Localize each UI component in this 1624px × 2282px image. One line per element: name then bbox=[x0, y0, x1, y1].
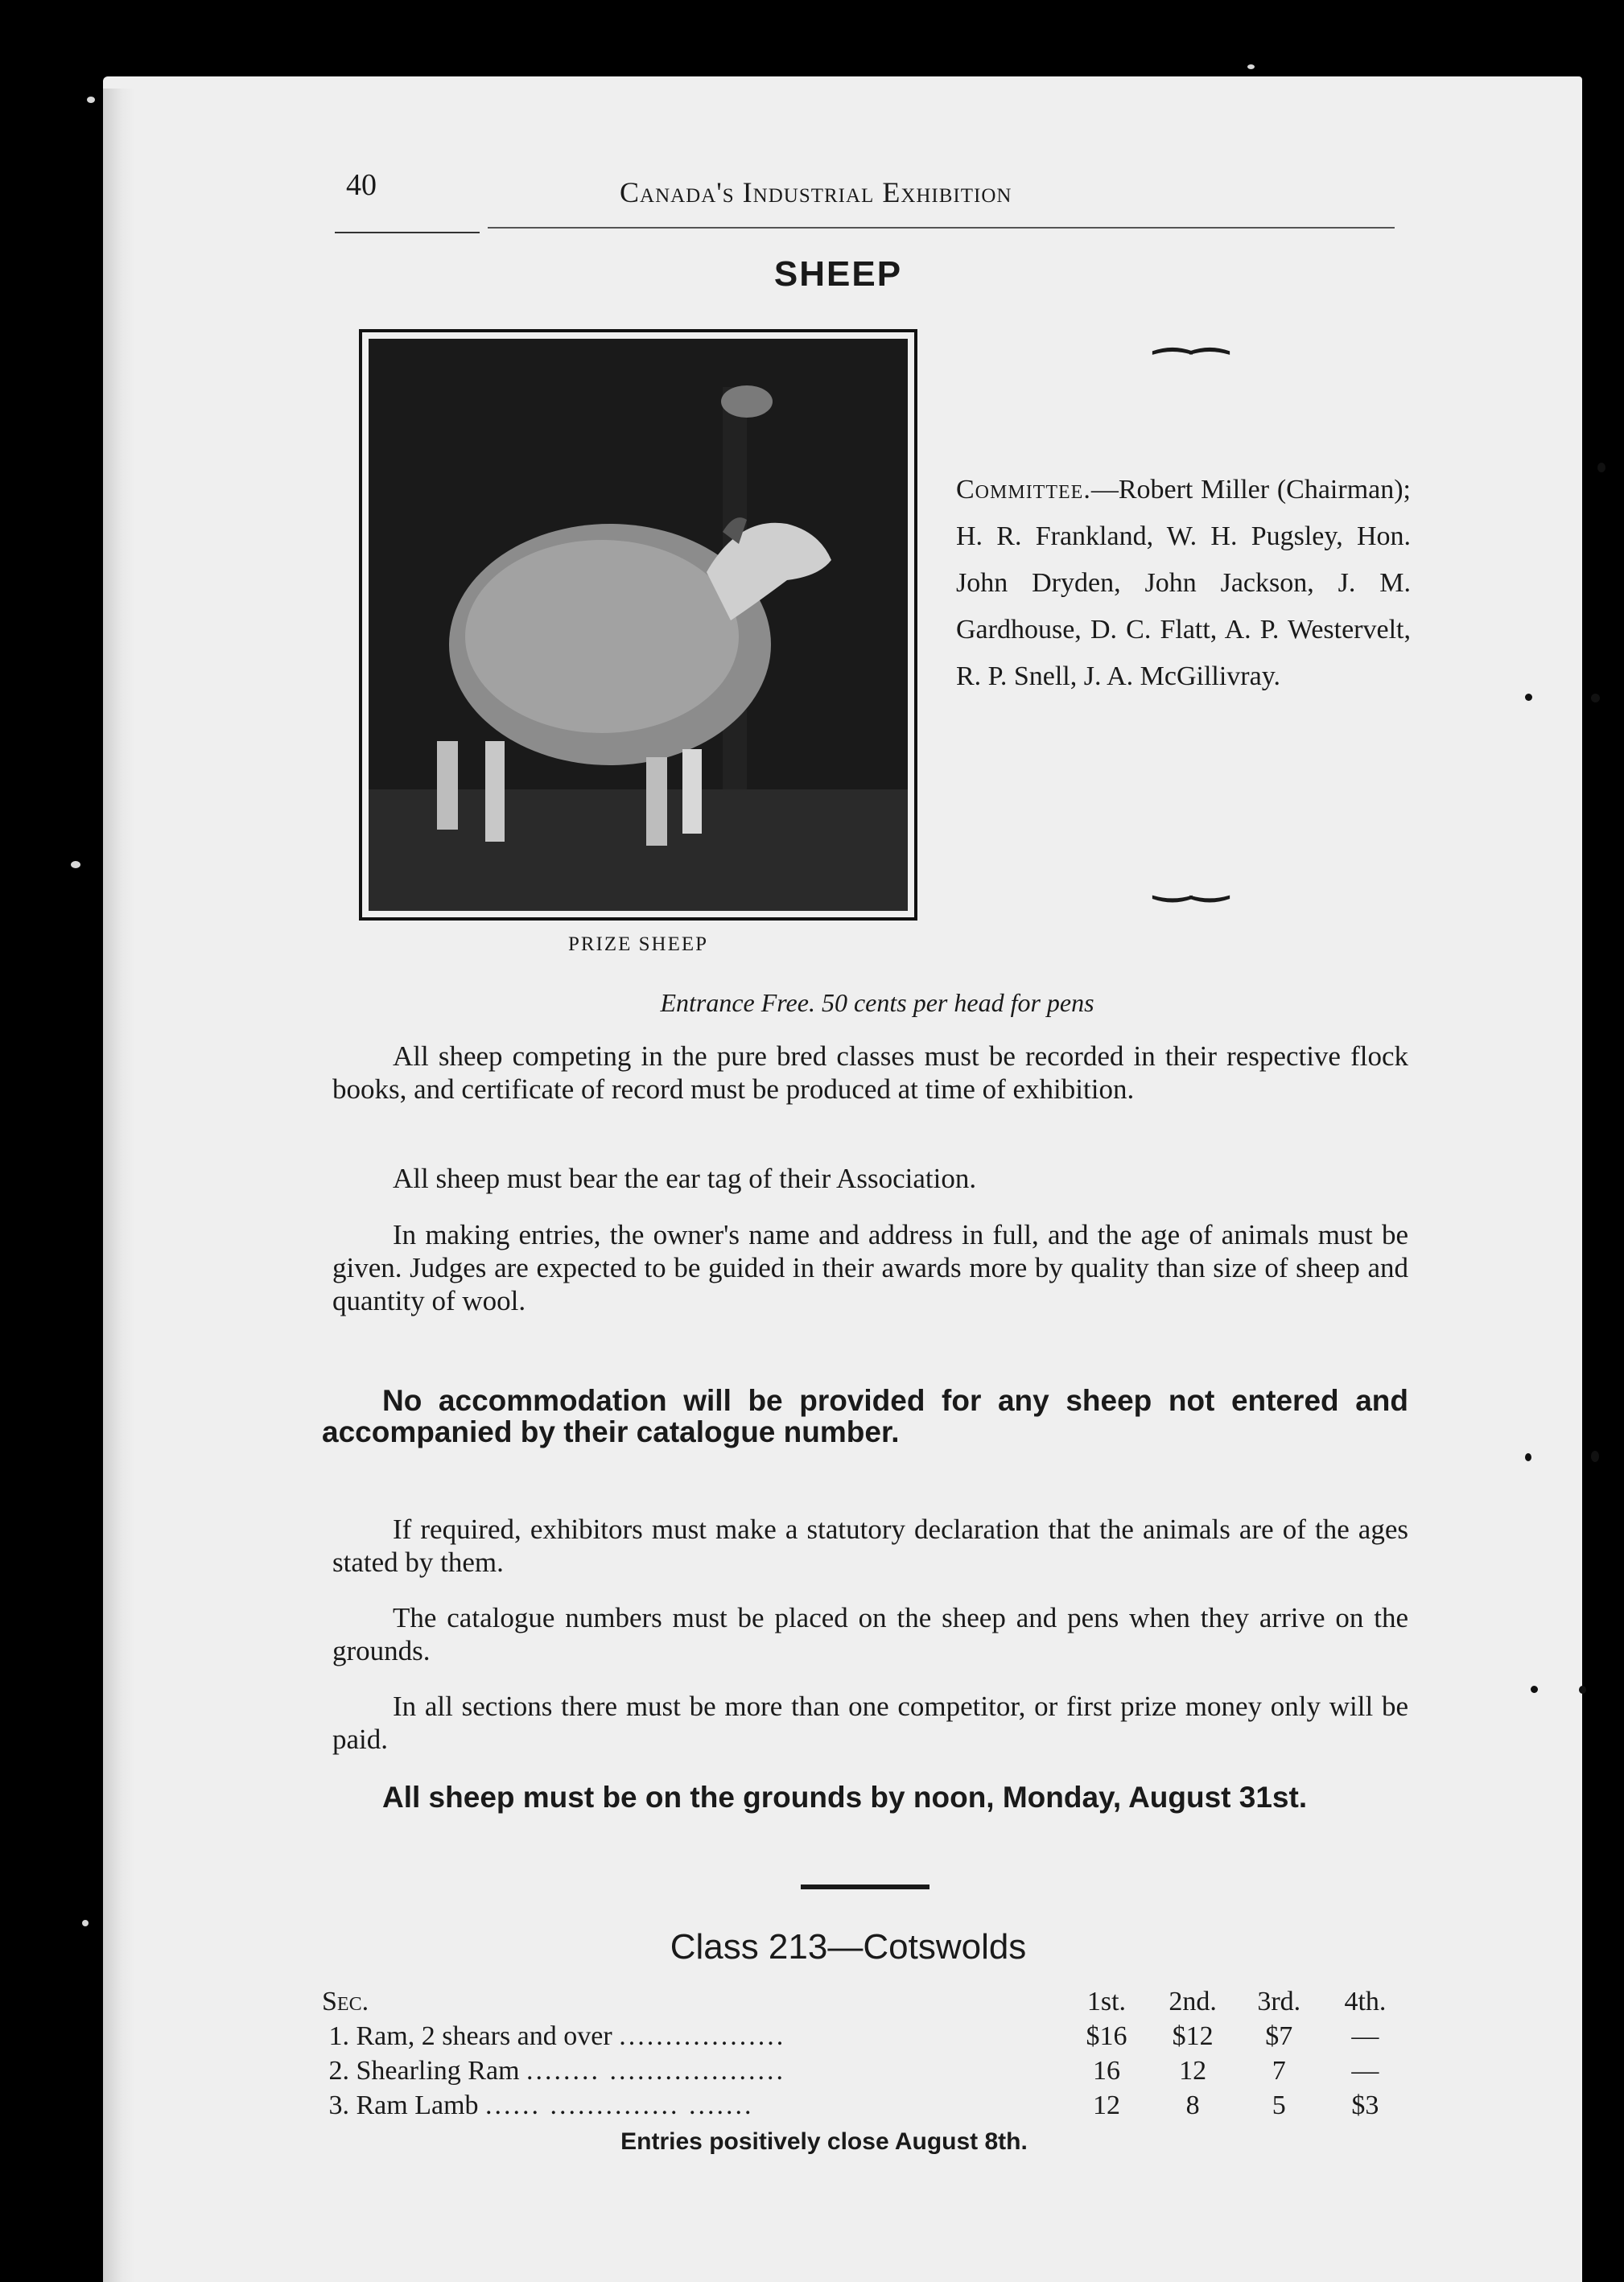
entries-close-notice: Entries positively close August 8th. bbox=[620, 2128, 1028, 2155]
entrance-notice: Entrance Free. 50 cents per head for pens bbox=[660, 988, 1094, 1017]
scan-speck bbox=[87, 97, 95, 103]
table-row bbox=[322, 2086, 1408, 2121]
paragraph-competitors: In all sections there must be more than one competitor, or first prize money only will be paid. bbox=[332, 1691, 1408, 1755]
prize-table-header bbox=[322, 1983, 1408, 2017]
notice-accommodation: No accommodation will be provided for any sheep not entered and accompanied by their catalogue number. bbox=[322, 1384, 1408, 1448]
header-sec: Sec. bbox=[322, 1987, 369, 2016]
prize-first: 12 bbox=[1092, 2090, 1120, 2120]
page-speck bbox=[1525, 1453, 1531, 1461]
row-leader-dots: ........ ................... bbox=[526, 2056, 786, 2086]
notice-arrival: All sheep must be on the grounds by noon, Monday, August 31st. bbox=[382, 1781, 1308, 1814]
paragraph-entries: In making entries, the owner's name and address in full, and the age of animals must be given. Judges are expected to be guided in their awards more by quality than size of sheep and quantity of wool. bbox=[332, 1219, 1408, 1316]
photo-image bbox=[369, 339, 908, 911]
committee-members: —Robert Miller (Chairman); H. R. Frankland, W. H. Pugsley, Hon. John Dryden, John Jackson, J. M. Gardhouse, D. C. Flatt, A. P. Westervelt, R. P. Snell, J. A. McGillivray. bbox=[956, 475, 1411, 691]
scan-speck bbox=[1247, 64, 1255, 69]
prize-fourth: — bbox=[1351, 2056, 1379, 2086]
page-speck bbox=[1591, 694, 1600, 702]
ornament-bottom-icon: ‿‿ bbox=[1153, 851, 1229, 903]
table-row bbox=[322, 2052, 1408, 2086]
row-number: 1. bbox=[328, 2021, 349, 2051]
row-number: 3. bbox=[328, 2090, 349, 2120]
scan-speck bbox=[71, 861, 80, 868]
header-first: 1st. bbox=[1086, 1987, 1127, 2016]
prize-sheep-photo bbox=[359, 329, 917, 921]
prize-table bbox=[322, 1983, 1408, 2121]
paragraph-ear-tag: All sheep must bear the ear tag of their Association. bbox=[393, 1163, 977, 1194]
paragraph-recorded: All sheep competing in the pure bred classes must be recorded in their respective flock books, and certificate of record must be produced at time of exhibition. bbox=[332, 1040, 1408, 1105]
page-speck bbox=[1591, 1451, 1599, 1462]
prize-second: 12 bbox=[1179, 2056, 1207, 2086]
header-third: 3rd. bbox=[1257, 1987, 1301, 2016]
prize-third: 7 bbox=[1272, 2056, 1286, 2086]
scan-speck bbox=[82, 1920, 89, 1926]
committee-text bbox=[956, 467, 1411, 700]
ornament-top-icon: ⁀⁀ bbox=[1153, 348, 1229, 401]
class-title: Class 213—Cotswolds bbox=[670, 1927, 1027, 1967]
header-fourth: 4th. bbox=[1344, 1987, 1387, 2016]
row-leader-dots: ...... .............. ....... bbox=[485, 2090, 754, 2120]
prize-first: 16 bbox=[1092, 2056, 1120, 2086]
prize-second: $12 bbox=[1172, 2021, 1214, 2051]
table-row bbox=[322, 2017, 1408, 2052]
row-leader-dots: .................. bbox=[619, 2021, 786, 2051]
prize-fourth: $3 bbox=[1351, 2090, 1379, 2120]
sheep-illustration bbox=[369, 339, 908, 911]
row-number: 2. bbox=[328, 2056, 349, 2086]
header-rule-right bbox=[488, 227, 1395, 229]
page-speck bbox=[1531, 1686, 1538, 1693]
page-number: 40 bbox=[346, 168, 377, 202]
photo-caption: PRIZE SHEEP bbox=[567, 933, 709, 955]
prize-first: $16 bbox=[1086, 2021, 1127, 2051]
section-title: SHEEP bbox=[773, 254, 903, 294]
prize-second: 8 bbox=[1185, 2090, 1200, 2120]
page-speck bbox=[1525, 694, 1532, 701]
page-speck bbox=[1597, 463, 1605, 472]
header-rule-left bbox=[335, 232, 480, 233]
running-title: Canada's Industrial Exhibition bbox=[620, 176, 1012, 208]
row-name: Shearling Ram bbox=[356, 2056, 520, 2086]
row-name: Ram Lamb bbox=[356, 2090, 479, 2120]
prize-third: 5 bbox=[1272, 2090, 1286, 2120]
paragraph-catalogue-numbers: The catalogue numbers must be placed on the sheep and pens when they arrive on the grounds. bbox=[332, 1602, 1408, 1666]
committee-label: Committee. bbox=[956, 475, 1091, 505]
paragraph-declaration: If required, exhibitors must make a statutory declaration that the animals are of the ages stated by them. bbox=[332, 1514, 1408, 1578]
header-second: 2nd. bbox=[1169, 1987, 1217, 2016]
prize-third: $7 bbox=[1265, 2021, 1293, 2051]
section-divider bbox=[801, 1885, 929, 1889]
row-name: Ram, 2 shears and over bbox=[356, 2021, 612, 2051]
prize-fourth: — bbox=[1351, 2021, 1379, 2051]
page-speck bbox=[1579, 1686, 1586, 1694]
